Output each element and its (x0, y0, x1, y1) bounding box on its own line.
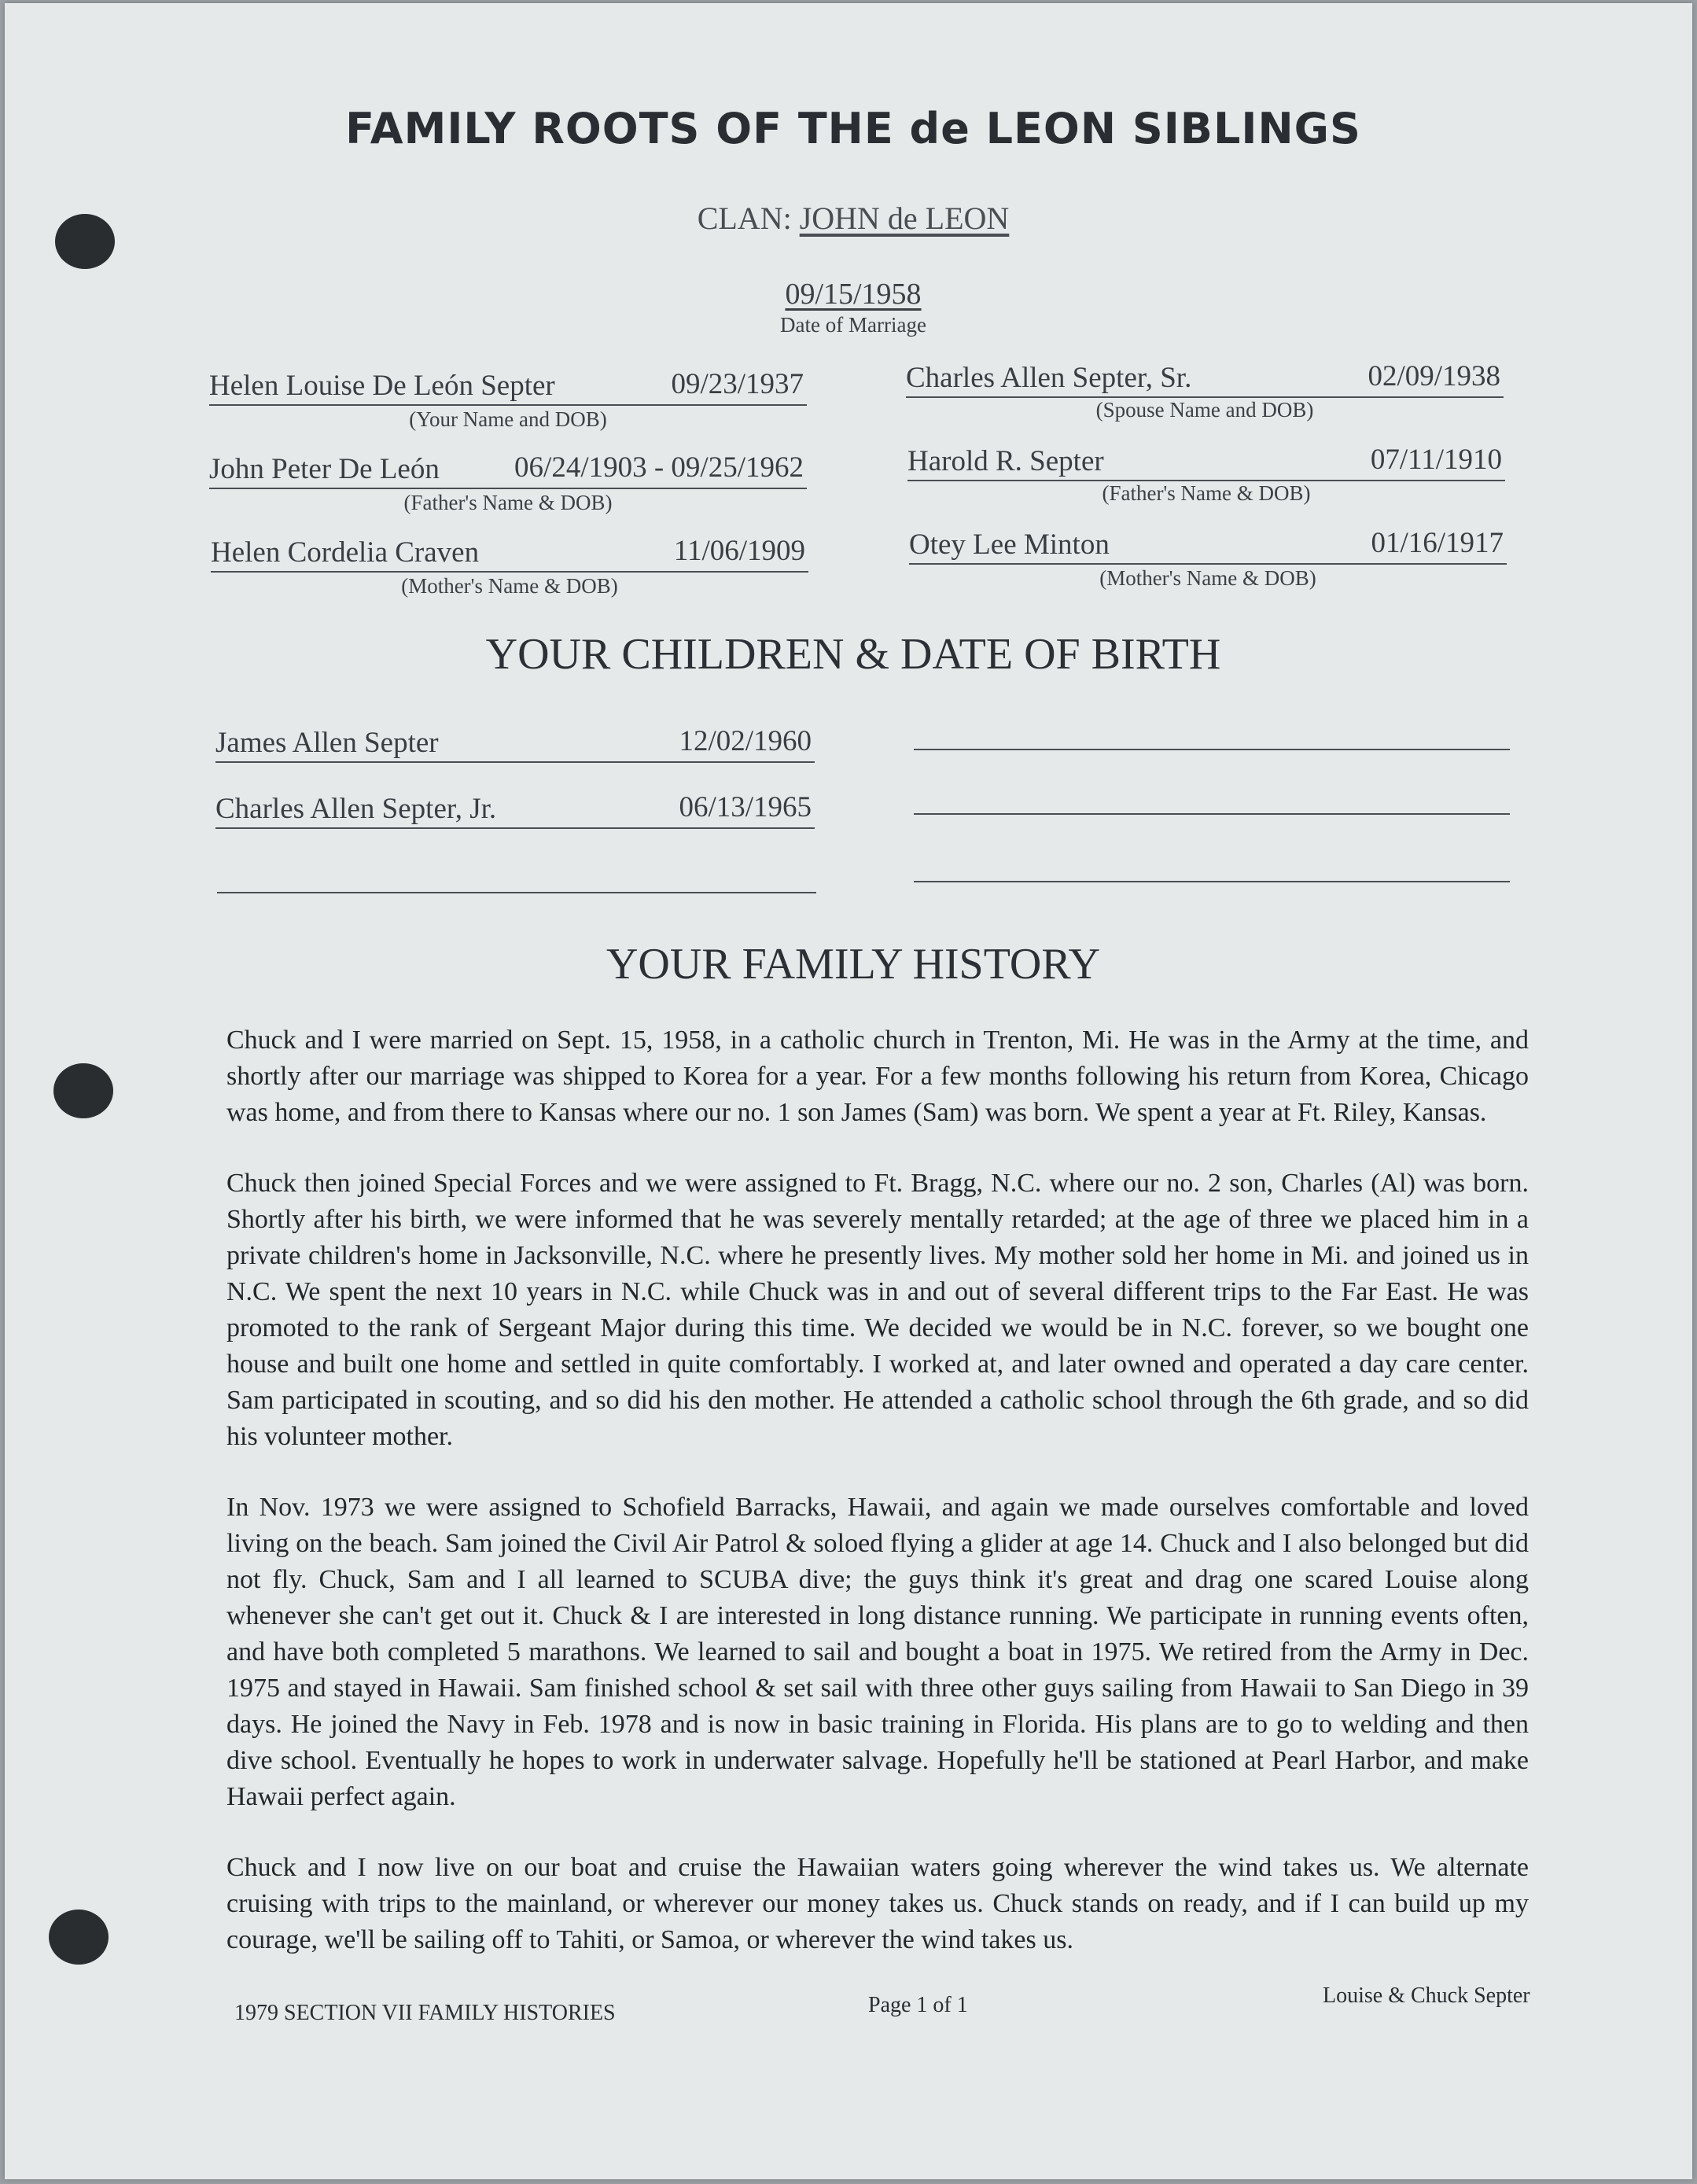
footer-section: 1979 SECTION VII FAMILY HISTORIES (234, 2001, 616, 2025)
footer-authors: Louise & Chuck Septer (1323, 1983, 1530, 2008)
spouse-mother-field (909, 524, 1507, 565)
child-dob: 06/13/1965 (679, 791, 812, 823)
child-row-blank (914, 709, 1510, 750)
marriage-date: 09/15/1958 (785, 278, 922, 311)
history-paragraph: In Nov. 1973 we were assigned to Schofield Barracks, Hawaii, and again we made ourselves comfortable and loved living on the beach. Sam joined the Civil Air Patrol & soloed flying a glider at age 14. Chuck and I also belonged but did not fly. Chuck, Sam and I all learned to SCUBA dive; the guys think it's great and drag one scared Louise along whenever she can't get out it. Chuck & I are interested in long distance running. We participate in running events often, and have both completed 5 marathons. We learned to sail and bought a boat in 1975. We retired from the Army in Dec. 1975 and stayed in Hawaii. Sam finished school & set sail with three other guys sailing from Hawaii to San Diego in 39 days. He joined the Navy in Feb. 1978 and is now in basic training in Florida. His plans are to go to welding and then dive school. Eventually he hopes to work in underwater salvage. Hopefully he'll be stationed at Pearl Harbor, and make Hawaii perfect again. (226, 1493, 1529, 1811)
spouse-name: Charles Allen Septer, Sr. (906, 362, 1192, 394)
your-father-name: John Peter De León (209, 453, 440, 485)
history-paragraph: Chuck then joined Special Forces and we were assigned to Ft. Bragg, N.C. where our no. 2 son, Charles (Al) was born. Shortly after his birth, we were informed that he was severely mentally retarded; at the age of three we placed him in a private children's home in Jacksonville, N.C. where he presently lives. My mother sold her home in Mi. and joined us in N.C. We spent the next 10 years in N.C. while Chuck was in and out of several different trips to the Far East. He was promoted to the rank of Sergeant Major during this time. We decided we would be in N.C. forever, so we bought one house and built one home and settled in quite comfortably. I worked at, and later owned and operated a day care center. Sam participated in scouting, and so did his den mother. He attended a catholic school through the 6th grade, and so did his volunteer mother. (226, 1169, 1529, 1451)
document-title: FAMILY ROOTS OF THE de LEON SIBLINGS (345, 104, 1361, 153)
child-name: Charles Allen Septer, Jr. (215, 793, 497, 825)
children-heading: YOUR CHILDREN & DATE OF BIRTH (485, 630, 1221, 679)
child-row-blank (914, 774, 1510, 815)
clan-name: JOHN de LEON (799, 201, 1010, 236)
spouse-name-caption: (Spouse Name and DOB) (1095, 398, 1314, 422)
child-name: James Allen Septer (215, 727, 439, 759)
document-page (5, 3, 1692, 2179)
your-father-dob: 06/24/1903 - 09/25/1962 (514, 451, 804, 484)
child-row (215, 788, 815, 829)
your-mother-field (211, 532, 808, 573)
history-paragraph: Chuck and I were married on Sept. 15, 1958, in a catholic church in Trenton, Mi. He was in the Army at the time, and shortly after our marriage was shipped to Korea for a year. For a few months following his return from Korea, Chicago was home, and from there to Kansas where our no. 1 son James (Sam) was born. We spent a year at Ft. Riley, Kansas. (226, 1026, 1529, 1127)
marriage-date-caption: Date of Marriage (780, 313, 926, 337)
your-mother-name: Helen Cordelia Craven (211, 536, 480, 569)
spouse-father-field (907, 440, 1505, 481)
footer-page-number: Page 1 of 1 (868, 1993, 968, 2017)
your-father-field (209, 448, 807, 489)
punch-hole-bottom (49, 1910, 109, 1965)
your-dob: 09/23/1937 (671, 368, 804, 400)
clan-line (5, 200, 1697, 237)
spouse-father-name: Harold R. Septer (907, 445, 1104, 477)
history-heading: YOUR FAMILY HISTORY (606, 940, 1101, 989)
spouse-name-field (906, 357, 1504, 398)
punch-hole-middle (53, 1063, 113, 1118)
child-row-blank (217, 853, 816, 893)
spouse-mother-name: Otey Lee Minton (909, 529, 1110, 561)
spouse-mother-caption: (Mother's Name & DOB) (1099, 566, 1316, 590)
spouse-mother-dob: 01/16/1917 (1371, 527, 1504, 559)
your-name-field (209, 365, 807, 406)
your-father-caption: (Father's Name & DOB) (403, 491, 613, 514)
spouse-father-dob: 07/11/1910 (1370, 444, 1502, 476)
history-paragraph: Chuck and I now live on our boat and cruise the Hawaiian waters going wherever the wind takes us. We alternate cruising with trips to the mainland, or wherever our money takes us. Chuck stands on ready, and if I can build up my courage, we'll be sailing off to Tahiti, or Samoa, or wherever the wind takes us. (226, 1853, 1529, 1954)
your-mother-caption: (Mother's Name & DOB) (401, 574, 618, 598)
spouse-father-caption: (Father's Name & DOB) (1102, 481, 1311, 505)
your-mother-dob: 11/06/1909 (673, 535, 805, 567)
child-row-blank (914, 842, 1510, 882)
clan-label: CLAN: (697, 201, 792, 236)
spouse-dob: 02/09/1938 (1368, 360, 1500, 392)
history-text (226, 1022, 1529, 1993)
child-dob: 12/02/1960 (679, 725, 812, 757)
your-name-caption: (Your Name and DOB) (409, 407, 607, 431)
child-row (215, 722, 815, 763)
your-name: Helen Louise De León Septer (209, 370, 555, 402)
